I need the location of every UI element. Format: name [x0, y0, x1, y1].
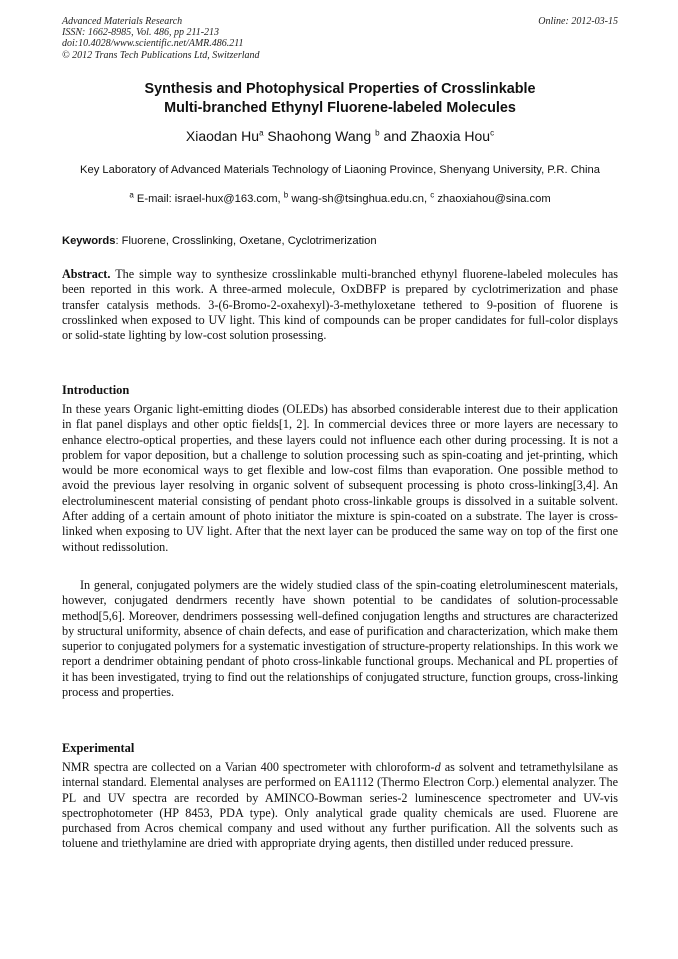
abstract	[62, 267, 618, 343]
email-c: zhaoxiahou@sina.com	[437, 193, 551, 205]
experimental-heading: Experimental	[62, 741, 135, 755]
author-list	[62, 127, 618, 145]
email-b-sup: b	[283, 190, 289, 200]
email-c-sup: c	[430, 190, 435, 200]
experimental-text-a: NMR spectra are collected on a Varian 400 spectrometer with chloroform-	[62, 760, 435, 774]
title-line-1: Synthesis and Photophysical Properties of Crosslinkable	[144, 81, 536, 97]
introduction-paragraph-2-text: In general, conjugated polymers are the widely studied class of the spin-coating eletroluminescent materials, however, conjugated dendrmers recently have shown potential to be candidates of solution-processable method[5,6]. Moreover, dendrimers possessing well-defined conjugation lengths and structures are characterized by structural uniformity, absence of chain defects, and ease of purification and characterization, which make them superior to conjugated polymers for a systematic investigation of structure-property relationships. In this work we report a dendrimer obtaining pendant of photo cross-linkable functional groups. Mechanical and PL properties of it has been investigated, trying to find out the relationships of conjugated structure, function groups, cross-linking process and properties.	[62, 578, 618, 700]
introduction-paragraph-2	[62, 578, 618, 700]
email-line	[62, 192, 618, 206]
keywords-text: : Fluorene, Crosslinking, Oxetane, Cyclotrimerization	[115, 235, 377, 247]
experimental-text-b: as solvent and tetramethylsilane as internal standard. Elemental analyses are performed on EA1112 (Thermo Electron Corp.) elemental analyzer. The PL and UV spectra are recorded by AMINCO-Bowman series-2 luminescence spectrometer and UV-vis spectrophotometer (HP 8453, PDA type). Only analytical grade quality chemicals are used. Fluorene are purchased from Acros chemical company and used without any further purification. All the solvents such as toluene and triethylamine are dried with appropriate drying agents, then distilled under reduced pressure.	[62, 760, 618, 851]
author-1: Xiaodan Hu	[185, 128, 260, 144]
author-3: Zhaoxia Hou	[410, 128, 491, 144]
author-1-sup: a	[259, 128, 264, 138]
abstract-text: The simple way to synthesize crosslinkable multi-branched ethynyl fluorene-labeled molecules has been reported in this work. A three-armed molecule, OxDBFP is prepared by cyclotrimerization and phase transfer catalysis methods. 3-(6-Bromo-2-oxahexyl)-3-methyloxetane tethered to 9-position of fluorene is crosslinked when exposed to UV light. This kind of compounds can be proper candidates for full-color displays or solid-state lighting by low-cost solution prosessing.	[62, 267, 618, 343]
doi-line: doi:10.4028/www.scientific.net/AMR.486.211	[62, 38, 244, 50]
author-2: Shaohong Wang	[267, 128, 372, 144]
author-3-sup: c	[490, 128, 495, 138]
introduction-heading: Introduction	[62, 383, 130, 397]
affiliation: Key Laboratory of Advanced Materials Technology of Liaoning Province, Shenyang University, P.R. China	[80, 164, 600, 176]
experimental-text-d: d	[434, 760, 441, 774]
email-a: E-mail: israel-hux@163.com,	[136, 193, 281, 205]
keywords-label: Keywords	[62, 235, 116, 247]
author-and: and	[383, 128, 407, 144]
issn-line: ISSN: 1662-8985, Vol. 486, pp 211-213	[62, 27, 220, 39]
paper-title	[62, 80, 618, 117]
title-line-2: Multi-branched Ethynyl Fluorene-labeled Molecules	[164, 99, 516, 116]
online-date: Online: 2012-03-15	[538, 16, 618, 27]
journal-header	[62, 16, 618, 61]
email-a-sup: a	[129, 190, 134, 200]
experimental-paragraph	[62, 760, 618, 852]
email-b: wang-sh@tsinghua.edu.cn,	[291, 193, 428, 205]
introduction-paragraph-1: In these years Organic light-emitting diodes (OLEDs) has absorbed considerable interest due to their application in flat panel displays and other optic fields[1, 2]. In commercial devices three or more layers are necessary to enhance electro-optical properties, and these layers could not influence each other during processing. It is not a problem for vapor deposition, but a challenge to solution processing such as spin-coating and jet-printing, which would be more economical ways to get flexible and low-cost films than evaporation. One possible method to avoid the previous layer resolving in organic solvent of subsequent processing is photo cross-linking[3,4]. An electroluminescent material consisting of pendant photo cross-linkable groups is dissolved in a suitable solvent. After adding of a certain amount of photo initiator the mixture is spin-coated on a substrate. The layer is cross-linked when exposing to UV light. After that the next layer can be produced the same way on top of the first one without redissolution.	[62, 402, 618, 554]
keywords	[62, 234, 618, 248]
author-2-sup: b	[375, 128, 380, 138]
journal-name: Advanced Materials Research	[62, 16, 183, 27]
abstract-label: Abstract.	[62, 267, 111, 281]
copyright-line: © 2012 Trans Tech Publications Ltd, Switzerland	[62, 49, 260, 61]
